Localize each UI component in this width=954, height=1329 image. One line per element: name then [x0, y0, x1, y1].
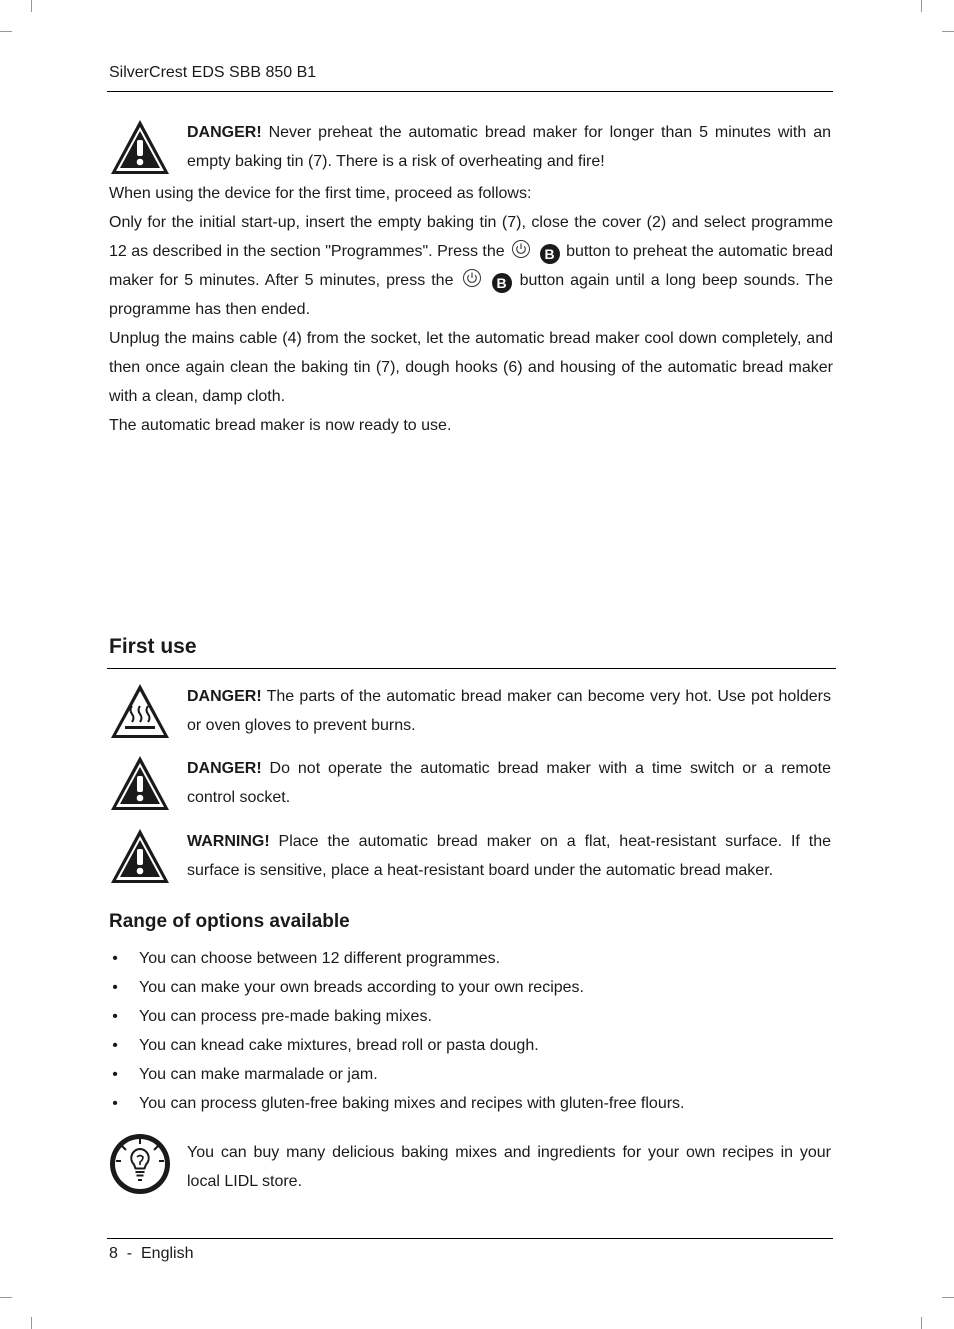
crop-mark [942, 31, 954, 32]
crop-mark [31, 1317, 32, 1329]
cleaning-instructions: Unplug the mains cable (4) from the socket, let the automatic bread maker cool down completely, and then once again clean the baking tin (7), dough hooks (6) and housing of the automatic bread maker with a clean, damp cloth. [109, 330, 833, 405]
bullet: • [112, 1095, 118, 1112]
list-item-text: You can choose between 12 different programmes. [139, 950, 501, 967]
notice-body: The parts of the automatic bread maker can become very hot. Use pot holders or oven gloves to prevent burns. [187, 688, 831, 734]
instructions-part-1: Only for the initial start-up, insert the empty baking tin (7), close the cover (2) and select programme 12 as described in the section "Programmes". Press the [109, 214, 833, 260]
danger-notice-preheat [109, 118, 833, 178]
notice-lead: DANGER! [187, 688, 262, 705]
notice-body: Do not operate the automatic bread maker with a time switch or a remote control socket. [187, 760, 831, 806]
power-icon [511, 239, 531, 259]
notice-body: Place the automatic bread maker on a flat, heat-resistant surface. If the surface is sensitive, place a heat-resistant board under the automatic bread maker. [187, 833, 831, 879]
crop-mark [0, 1297, 12, 1298]
instructions-part-3: button again until a long beep sounds. The programme has then ended. [109, 272, 833, 318]
list-item [109, 1002, 833, 1031]
list-item-text: You can knead cake mixtures, bread roll or pasta dough. [139, 1037, 539, 1054]
notice-text [187, 754, 831, 812]
bullet: • [112, 1066, 118, 1083]
list-item [109, 1089, 833, 1118]
instructions-part-2: button to preheat the automatic bread maker for 5 minutes. After 5 minutes, press the [109, 243, 834, 289]
bullet: • [112, 1008, 118, 1025]
first-time-intro: When using the device for the first time, proceed as follows: [109, 185, 532, 202]
danger-notice-time-switch [109, 754, 833, 814]
b-badge-icon: B [540, 244, 560, 264]
page-header-title: SilverCrest EDS SBB 850 B1 [109, 64, 317, 81]
tip-notice [109, 1133, 833, 1197]
list-item [109, 1031, 833, 1060]
warning-notice-surface [109, 827, 833, 887]
list-item [109, 1060, 833, 1089]
hot-surface-icon [109, 682, 171, 740]
list-item [109, 973, 833, 1002]
notice-lead: WARNING! [187, 833, 270, 850]
notice-lead: DANGER! [187, 124, 262, 141]
crop-mark [921, 1317, 922, 1329]
crop-mark [0, 31, 12, 32]
bullet: • [112, 1037, 118, 1054]
list-item [109, 944, 833, 973]
preheat-instructions [109, 208, 833, 324]
b-badge-icon: B [492, 273, 512, 293]
notice-text [187, 827, 831, 885]
notice-text [187, 682, 831, 740]
subheading-range-of-options: Range of options available [109, 911, 350, 932]
list-item-text: You can make marmalade or jam. [139, 1066, 378, 1083]
notice-lead: DANGER! [187, 760, 262, 777]
section-heading-first-use: First use [109, 635, 197, 658]
crop-mark [31, 0, 32, 12]
section-rule [107, 668, 836, 669]
warning-triangle-icon [109, 754, 171, 812]
footer-rule [107, 1238, 833, 1239]
notice-text [187, 118, 831, 176]
crop-mark [921, 0, 922, 12]
tip-text: You can buy many delicious baking mixes and ingredients for your own recipes in your local LIDL store. [187, 1144, 831, 1190]
warning-triangle-icon [109, 118, 171, 176]
danger-notice-hot-parts [109, 682, 833, 742]
page-footer: 8 - English [109, 1245, 194, 1262]
list-item-text: You can process pre-made baking mixes. [139, 1008, 432, 1025]
notice-body: Never preheat the automatic bread maker for longer than 5 minutes with an empty baking tin (7). There is a risk of overheating and fire! [187, 124, 831, 170]
power-icon [462, 268, 482, 288]
list-item-text: You can make your own breads according to your own recipes. [139, 979, 584, 996]
ready-statement: The automatic bread maker is now ready to use. [109, 417, 452, 434]
warning-triangle-icon [109, 827, 171, 885]
crop-mark [942, 1297, 954, 1298]
options-list [109, 944, 833, 1118]
header-rule [107, 91, 833, 92]
list-item-text: You can process gluten-free baking mixes and recipes with gluten-free flours. [139, 1095, 685, 1112]
lightbulb-icon [109, 1133, 171, 1195]
bullet: • [112, 979, 118, 996]
bullet: • [112, 950, 118, 967]
